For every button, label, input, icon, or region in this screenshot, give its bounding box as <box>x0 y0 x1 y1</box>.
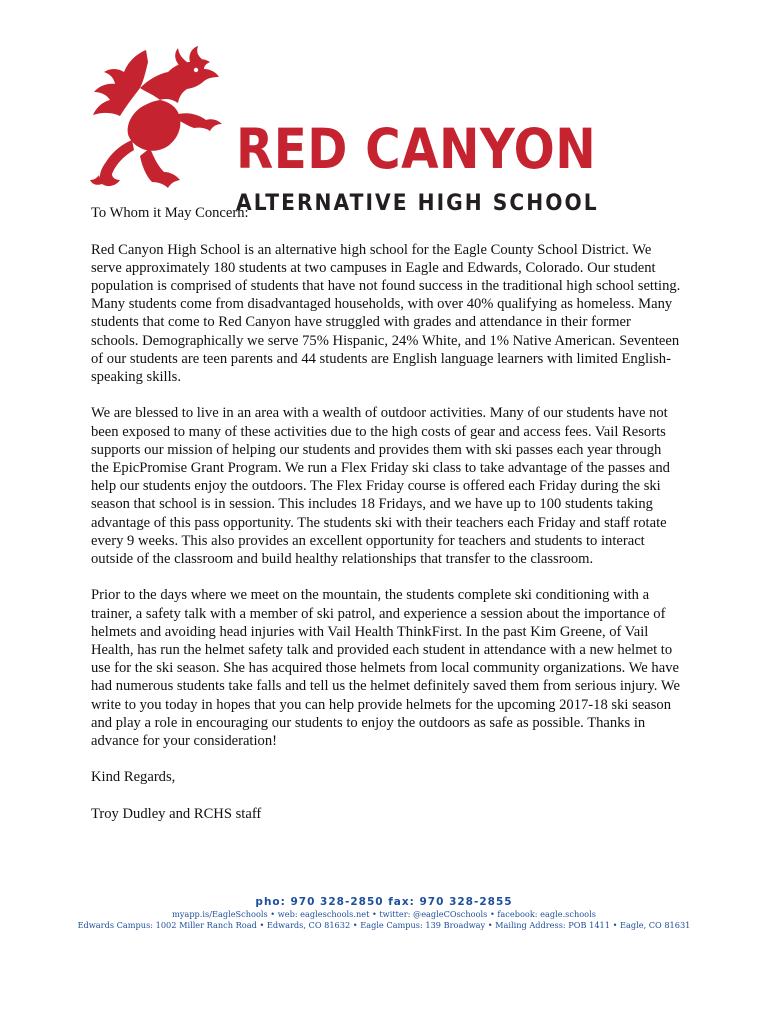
footer-web-links: myapp.is/EagleSchools • web: eagleschools.net • twitter: @eagleCOschools • facebook: eagle.schools <box>172 909 596 919</box>
footer-phone-fax: pho: 970 328-2850 fax: 970 328-2855 <box>255 896 513 908</box>
footer-address: Edwards Campus: 1002 Miller Ranch Road • Edwards, CO 81632 • Eagle Campus: 139 Broadway • Mailing Address: POB 1411 • Eagle, CO 81631 <box>77 920 691 930</box>
paragraph-helmet-request: Prior to the days where we meet on the mountain, the students complete ski conditioning with a trainer, a safety talk with a member of ski patrol, and experience a session about the importance of helmets and avoiding head injuries with Vail Health ThinkFirst. In the past Kim Greene, of Vail Health, has run the helmet safety talk and provided each student in attendance with a new helmet to use for the ski season. She has acquired those helmets from local community organizations. We have had numerous students take falls and tell us the helmet definitely saved them from serious injury. We write to you today in hopes that you can help provide helmets for the upcoming 2017-18 ski season and play a role in encouraging our students to enjoy the outdoors as safe as possible. Thanks in advance for your consideration! <box>91 587 680 750</box>
paragraph-intro: Red Canyon High School is an alternative high school for the Eagle County School District. We serve approximately 180 students at two campuses in Eagle and Edwards, Colorado. Our student population is comprised of students that have not found success in the traditional high school setting. Many students come from disadvantaged households, with over 40% qualifying as homeless. Many students that come to Red Canyon have struggled with grades and attendance in their former schools. Demographically we serve 75% Hispanic, 24% White, and 1% Native American. Seventeen of our students are teen parents and 44 students are English language learners with limited English-speaking skills. <box>91 241 681 386</box>
school-subtitle: ALTERNATIVE HIGH SCHOOL <box>236 191 599 216</box>
signature: Troy Dudley and RCHS staff <box>91 805 262 822</box>
letter-body <box>91 204 681 841</box>
closing: Kind Regards, <box>91 769 176 786</box>
footer <box>0 895 768 931</box>
dragon-icon <box>88 44 228 189</box>
greeting: To Whom it May Concern: <box>91 205 249 221</box>
school-name: RED CANYON <box>236 117 597 181</box>
paragraph-ski-program: We are blessed to live in an area with a wealth of outdoor activities. Many of our students have not been exposed to many of these activities due to the high costs of gear and access fees. Vail Resorts supports our mission of helping our students and provides them with ski passes each year through the EpicPromise Grant Program. We run a Flex Friday ski class to take advantage of the passes and help our students enjoy the outdoors. The Flex Friday course is offered each Friday during the ski season that school is in session. This includes 18 Fridays, and we have up to 100 students taking advantage of this pass opportunity. The students ski with their teachers each Friday and staff rotate every 9 weeks. This also provides an excellent opportunity for teachers and students to interact outside of the classroom and build healthy relationships that transfer to the classroom. <box>91 405 670 568</box>
